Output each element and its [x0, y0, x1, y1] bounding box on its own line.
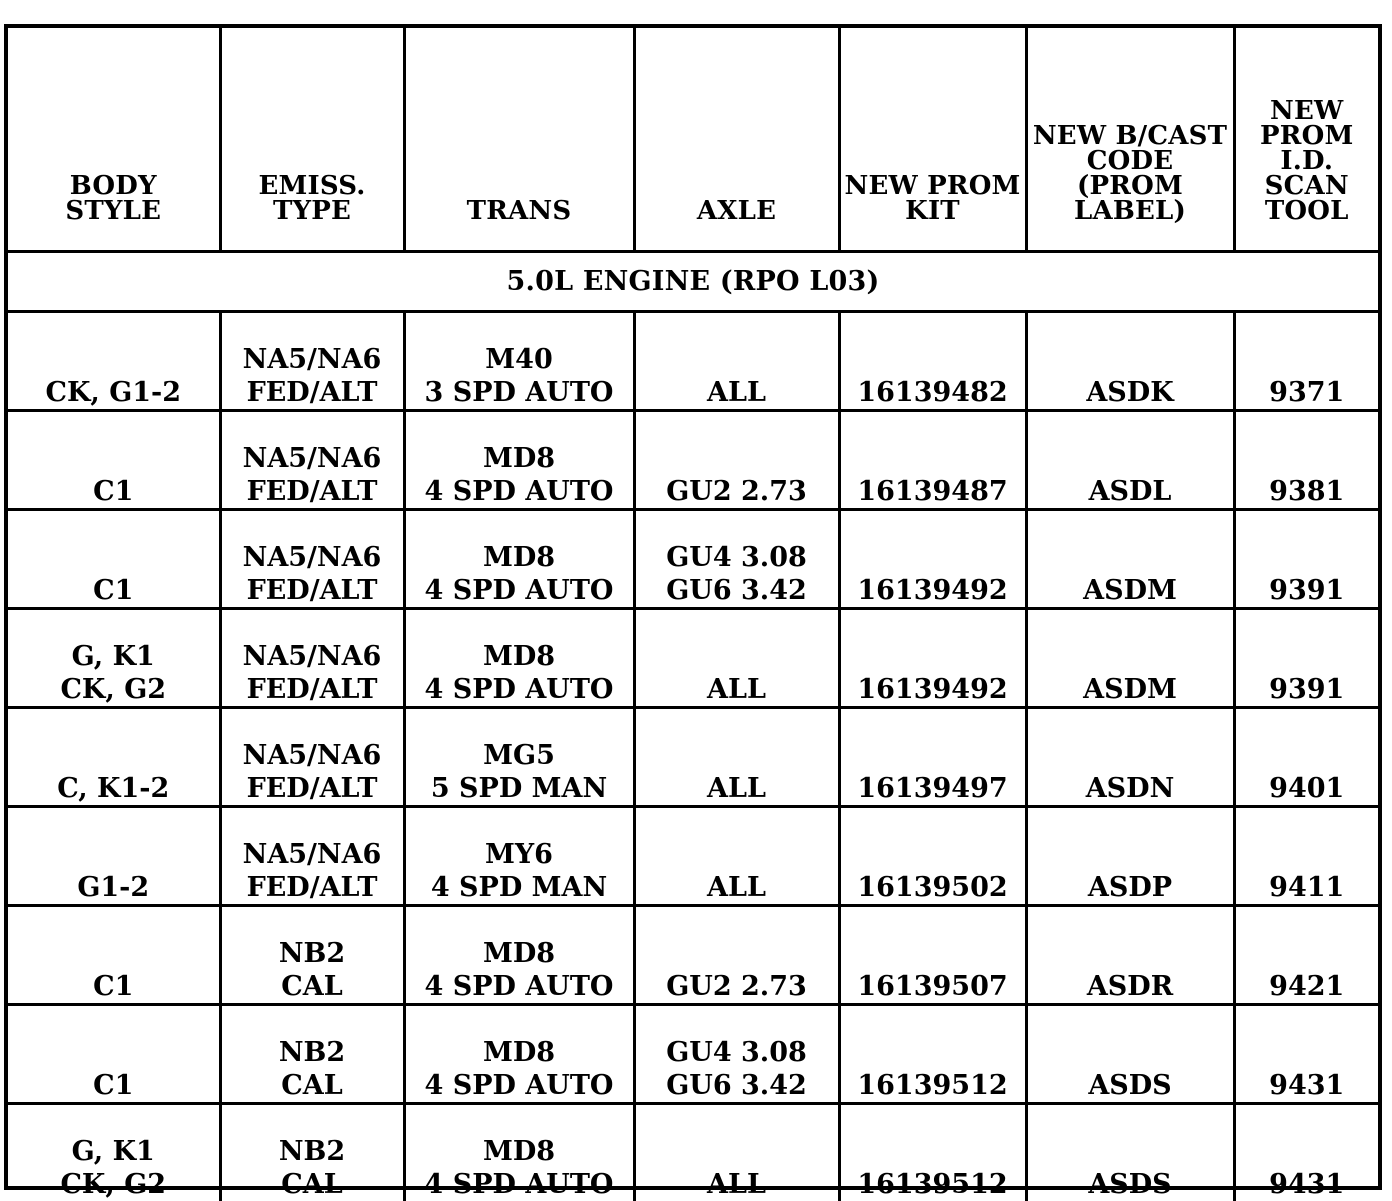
axle-cell-text: GU2 2.73: [640, 970, 834, 1003]
header-new-prom-kit: [839, 28, 1026, 252]
emission-type-cell: [220, 312, 404, 411]
prom-kit-cell-text: 16139492: [845, 574, 1021, 607]
axle-cell: [634, 609, 839, 708]
body-style-cell-text: C1: [12, 970, 215, 1003]
axle-cell-text: ALL: [640, 772, 834, 805]
transmission-cell-text: 5 SPD MAN: [410, 772, 629, 805]
transmission-cell-text: 4 SPD AUTO: [410, 574, 629, 607]
transmission-cell-text: 4 SPD AUTO: [410, 673, 629, 706]
prom-kit-cell: [839, 708, 1026, 807]
section-title: 5.0L ENGINE (RPO L03): [8, 252, 1378, 312]
transmission-cell-text: 4 SPD MAN: [410, 871, 629, 904]
prom-kit-cell-text: 16139492: [845, 673, 1021, 706]
table-row: [8, 312, 1378, 411]
axle-cell: [634, 411, 839, 510]
bcast-code-cell: [1026, 510, 1234, 609]
emission-type-cell-text: NB2: [226, 1135, 399, 1168]
prom-table: [8, 28, 1378, 1201]
prom-kit-cell-text: 16139512: [845, 1168, 1021, 1201]
scan-tool-id-cell: [1234, 510, 1378, 609]
header-text-line: AXLE: [640, 199, 834, 224]
header-text-line: I.D.: [1240, 149, 1375, 174]
prom-kit-cell: [839, 510, 1026, 609]
prom-kit-cell: [839, 1104, 1026, 1201]
axle-cell: [634, 1005, 839, 1104]
body-style-cell: [8, 609, 220, 708]
header-text-line: NEW PROM: [845, 174, 1021, 199]
emission-type-cell-text: CAL: [226, 1168, 399, 1201]
prom-kit-cell: [839, 609, 1026, 708]
prom-kit-cell: [839, 411, 1026, 510]
header-text-line: LABEL): [1032, 199, 1229, 224]
scan-tool-id-cell-text: 9431: [1240, 1168, 1375, 1201]
body-style-cell-text: G1-2: [12, 871, 215, 904]
scan-tool-id-cell-text: 9371: [1240, 376, 1375, 409]
prom-kit-cell: [839, 1005, 1026, 1104]
header-text-line: EMISS.: [226, 174, 399, 199]
scan-tool-id-cell: [1234, 708, 1378, 807]
prom-kit-cell: [839, 807, 1026, 906]
header-text-line: PROM: [1240, 124, 1375, 149]
axle-cell-text: GU4 3.08: [640, 1036, 834, 1069]
transmission-cell: [404, 1005, 634, 1104]
header-text-line: NEW B/CAST: [1032, 124, 1229, 149]
emission-type-cell-text: FED/ALT: [226, 376, 399, 409]
body-style-cell: [8, 807, 220, 906]
table-row: [8, 1005, 1378, 1104]
body-style-cell-text: C1: [12, 574, 215, 607]
transmission-cell: [404, 1104, 634, 1201]
emission-type-cell-text: NA5/NA6: [226, 541, 399, 574]
table-frame: [4, 24, 1382, 1190]
axle-cell-text: ALL: [640, 376, 834, 409]
bcast-code-cell: [1026, 411, 1234, 510]
emission-type-cell: [220, 1005, 404, 1104]
emission-type-cell-text: NA5/NA6: [226, 739, 399, 772]
bcast-code-cell: [1026, 708, 1234, 807]
header-new-bcast-code: [1026, 28, 1234, 252]
emission-type-cell: [220, 609, 404, 708]
axle-cell-text: GU4 3.08: [640, 541, 834, 574]
bcast-code-cell: [1026, 312, 1234, 411]
body-style-cell: [8, 708, 220, 807]
body-style-cell: [8, 411, 220, 510]
body-style-cell-text: G, K1: [12, 640, 215, 673]
prom-kit-cell: [839, 906, 1026, 1005]
transmission-cell-text: MD8: [410, 640, 629, 673]
section-row: [8, 252, 1378, 312]
bcast-code-cell: [1026, 1005, 1234, 1104]
prom-kit-cell-text: 16139507: [845, 970, 1021, 1003]
bcast-code-cell-text: ASDS: [1032, 1168, 1229, 1201]
bcast-code-cell: [1026, 906, 1234, 1005]
emission-type-cell-text: NA5/NA6: [226, 343, 399, 376]
transmission-cell-text: MD8: [410, 937, 629, 970]
bcast-code-cell: [1026, 609, 1234, 708]
header-text-line: SCAN: [1240, 174, 1375, 199]
table-row: [8, 510, 1378, 609]
transmission-cell: [404, 609, 634, 708]
transmission-cell-text: 4 SPD AUTO: [410, 970, 629, 1003]
emission-type-cell-text: FED/ALT: [226, 574, 399, 607]
emission-type-cell-text: NA5/NA6: [226, 640, 399, 673]
emission-type-cell: [220, 510, 404, 609]
header-text-line: (PROM: [1032, 174, 1229, 199]
axle-cell-text: ALL: [640, 871, 834, 904]
emission-type-cell-text: FED/ALT: [226, 475, 399, 508]
emission-type-cell-text: FED/ALT: [226, 871, 399, 904]
bcast-code-cell-text: ASDM: [1032, 673, 1229, 706]
axle-cell-text: ALL: [640, 673, 834, 706]
prom-kit-cell-text: 16139497: [845, 772, 1021, 805]
scan-tool-id-cell: [1234, 411, 1378, 510]
header-text-line: TOOL: [1240, 199, 1375, 224]
body-style-cell-text: CK, G2: [12, 673, 215, 706]
body-style-cell: [8, 510, 220, 609]
scan-tool-id-cell: [1234, 312, 1378, 411]
scan-tool-id-cell-text: 9391: [1240, 673, 1375, 706]
prom-kit-cell: [839, 312, 1026, 411]
emission-type-cell: [220, 906, 404, 1005]
scan-tool-id-cell: [1234, 906, 1378, 1005]
bcast-code-cell-text: ASDL: [1032, 475, 1229, 508]
scan-tool-id-cell-text: 9411: [1240, 871, 1375, 904]
table-row: [8, 411, 1378, 510]
header-text-line: NEW: [1240, 99, 1375, 124]
prom-kit-cell-text: 16139487: [845, 475, 1021, 508]
body-style-cell-text: CK, G2: [12, 1168, 215, 1201]
emission-type-cell: [220, 708, 404, 807]
transmission-cell-text: MY6: [410, 838, 629, 871]
emission-type-cell-text: FED/ALT: [226, 673, 399, 706]
body-style-cell: [8, 1005, 220, 1104]
transmission-cell-text: MD8: [410, 442, 629, 475]
bcast-code-cell-text: ASDS: [1032, 1069, 1229, 1102]
transmission-cell-text: 4 SPD AUTO: [410, 475, 629, 508]
prom-kit-cell-text: 16139502: [845, 871, 1021, 904]
bcast-code-cell-text: ASDP: [1032, 871, 1229, 904]
emission-type-cell: [220, 807, 404, 906]
axle-cell: [634, 708, 839, 807]
header-new-prom-id-scan-tool: [1234, 28, 1378, 252]
header-text-line: CODE: [1032, 149, 1229, 174]
scan-tool-id-cell: [1234, 807, 1378, 906]
header-body-style: [8, 28, 220, 252]
body-style-cell-text: CK, G1-2: [12, 376, 215, 409]
transmission-cell-text: MD8: [410, 1036, 629, 1069]
emission-type-cell-text: NA5/NA6: [226, 838, 399, 871]
axle-cell: [634, 807, 839, 906]
transmission-cell: [404, 312, 634, 411]
transmission-cell: [404, 510, 634, 609]
header-axle: [634, 28, 839, 252]
scan-tool-id-cell: [1234, 1104, 1378, 1201]
transmission-cell-text: M40: [410, 343, 629, 376]
emission-type-cell: [220, 1104, 404, 1201]
emission-type-cell-text: NB2: [226, 1036, 399, 1069]
prom-kit-cell-text: 16139512: [845, 1069, 1021, 1102]
table-row: [8, 906, 1378, 1005]
axle-cell-text: GU6 3.42: [640, 574, 834, 607]
bcast-code-cell-text: ASDM: [1032, 574, 1229, 607]
header-text-line: KIT: [845, 199, 1021, 224]
scan-tool-id-cell-text: 9401: [1240, 772, 1375, 805]
transmission-cell-text: MG5: [410, 739, 629, 772]
axle-cell: [634, 510, 839, 609]
header-trans: [404, 28, 634, 252]
bcast-code-cell: [1026, 1104, 1234, 1201]
body-style-cell-text: C1: [12, 475, 215, 508]
table-row: [8, 708, 1378, 807]
axle-cell: [634, 1104, 839, 1201]
scan-tool-id-cell: [1234, 609, 1378, 708]
transmission-cell: [404, 906, 634, 1005]
emission-type-cell-text: NA5/NA6: [226, 442, 399, 475]
bcast-code-cell: [1026, 807, 1234, 906]
emission-type-cell-text: CAL: [226, 970, 399, 1003]
header-emiss-type: [220, 28, 404, 252]
axle-cell-text: ALL: [640, 1168, 834, 1201]
transmission-cell-text: MD8: [410, 1135, 629, 1168]
emission-type-cell-text: NB2: [226, 937, 399, 970]
body-style-cell: [8, 906, 220, 1005]
transmission-cell-text: MD8: [410, 541, 629, 574]
emission-type-cell-text: FED/ALT: [226, 772, 399, 805]
transmission-cell-text: 4 SPD AUTO: [410, 1168, 629, 1201]
scan-tool-id-cell-text: 9391: [1240, 574, 1375, 607]
bcast-code-cell-text: ASDN: [1032, 772, 1229, 805]
transmission-cell-text: 4 SPD AUTO: [410, 1069, 629, 1102]
scan-tool-id-cell-text: 9381: [1240, 475, 1375, 508]
body-style-cell: [8, 312, 220, 411]
body-style-cell: [8, 1104, 220, 1201]
axle-cell: [634, 312, 839, 411]
transmission-cell: [404, 807, 634, 906]
axle-cell: [634, 906, 839, 1005]
axle-cell-text: GU2 2.73: [640, 475, 834, 508]
scan-tool-id-cell-text: 9431: [1240, 1069, 1375, 1102]
table-row: [8, 807, 1378, 906]
scan-tool-id-cell-text: 9421: [1240, 970, 1375, 1003]
table-row: [8, 609, 1378, 708]
table-row: [8, 1104, 1378, 1201]
prom-kit-cell-text: 16139482: [845, 376, 1021, 409]
header-row: [8, 28, 1378, 252]
body-style-cell-text: C, K1-2: [12, 772, 215, 805]
header-text-line: BODY: [12, 174, 215, 199]
axle-cell-text: GU6 3.42: [640, 1069, 834, 1102]
emission-type-cell: [220, 411, 404, 510]
transmission-cell: [404, 708, 634, 807]
bcast-code-cell-text: ASDR: [1032, 970, 1229, 1003]
header-text-line: TYPE: [226, 199, 399, 224]
transmission-cell: [404, 411, 634, 510]
transmission-cell-text: 3 SPD AUTO: [410, 376, 629, 409]
header-text-line: TRANS: [410, 199, 629, 224]
bcast-code-cell-text: ASDK: [1032, 376, 1229, 409]
header-text-line: STYLE: [12, 199, 215, 224]
body-style-cell-text: C1: [12, 1069, 215, 1102]
emission-type-cell-text: CAL: [226, 1069, 399, 1102]
scan-tool-id-cell: [1234, 1005, 1378, 1104]
body-style-cell-text: G, K1: [12, 1135, 215, 1168]
